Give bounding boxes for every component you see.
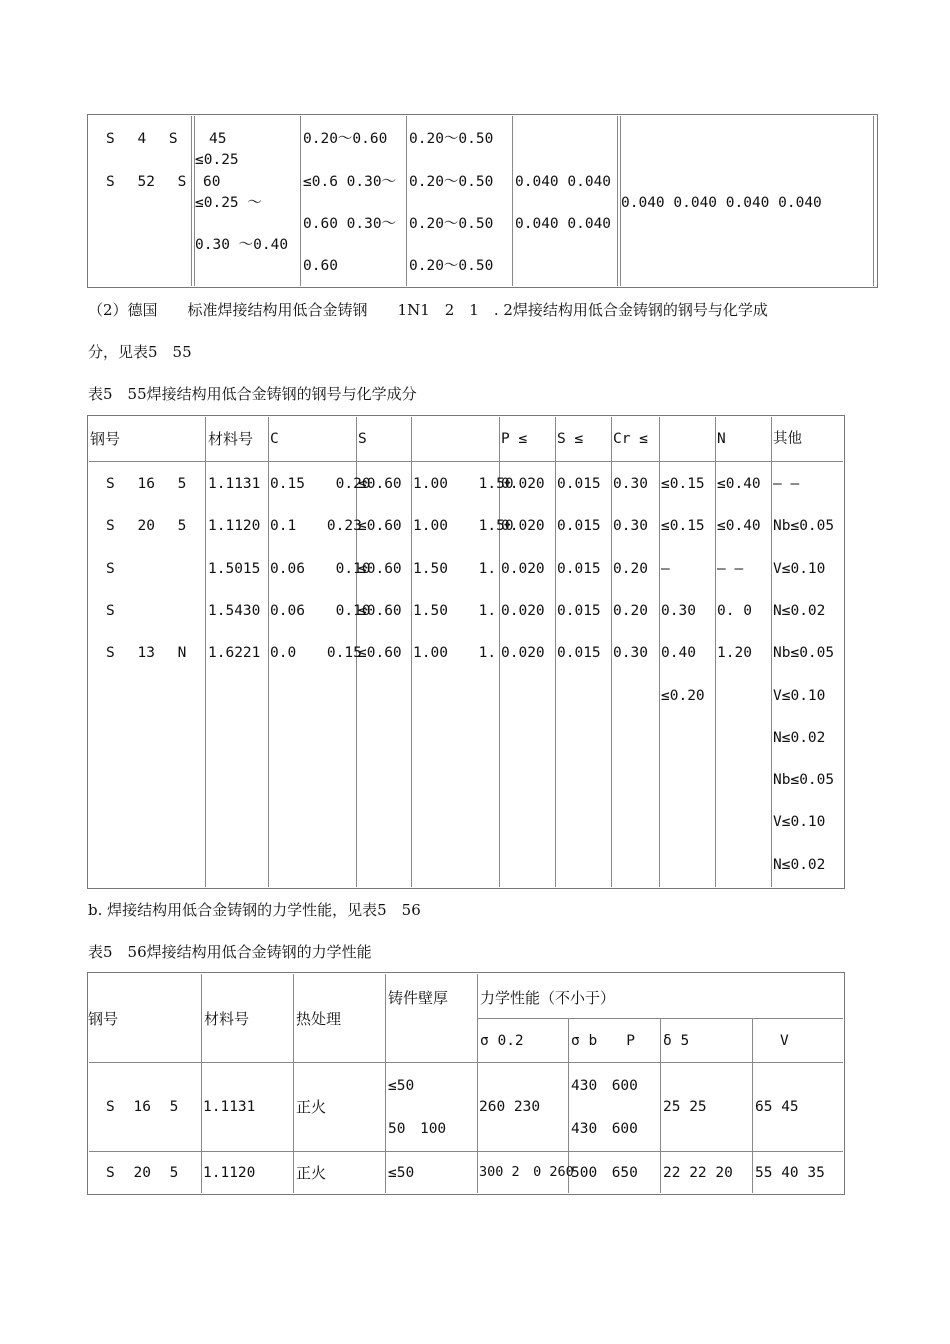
- table55-cell: ≤0.20: [661, 687, 705, 704]
- table55-cell: 1.00 1.50: [413, 476, 514, 492]
- t56-r1-sb2: 430 600: [571, 1121, 638, 1137]
- table55-cell: 0.06 0.10: [270, 560, 371, 577]
- t56-r2-material: 1.1120: [203, 1165, 256, 1181]
- table55-column-divider: [611, 417, 612, 887]
- top-col2-line3: 60: [203, 174, 221, 190]
- table55-cell: 1.5015: [208, 560, 261, 577]
- table55-header-cell: 材料号: [208, 430, 254, 448]
- t56-r1-heat: 正火: [296, 1098, 327, 1116]
- t56-r1-thick2: 50 100: [388, 1121, 447, 1137]
- table55-cell: 0. 0: [717, 602, 752, 619]
- table55-cell: —: [661, 560, 670, 577]
- top-col1-line2: S 52 S: [106, 174, 187, 190]
- top-col4-line2: 0.20～0.50: [409, 174, 494, 190]
- table55-cell: ≤0.15: [661, 518, 705, 535]
- table55-header-cell: C: [270, 431, 279, 447]
- top-col4-line4: 0.20～0.50: [409, 258, 494, 274]
- table55-cell: 0.20: [613, 602, 648, 619]
- table55-cell: 0.020: [501, 645, 545, 662]
- table55-cell: ≤0.60: [358, 602, 402, 619]
- table55-cell: 0.020: [501, 518, 545, 535]
- t56-header-thickness: 铸件壁厚: [388, 989, 449, 1007]
- table55-cell: ≤0.40: [717, 518, 761, 535]
- t56-sub-sb: σ b P: [571, 1033, 635, 1049]
- t56-sub-s02: σ 0.2: [480, 1033, 524, 1049]
- table55-column-divider: [268, 417, 269, 887]
- t56-r2-sb1: 500 650: [571, 1165, 638, 1181]
- table55-cell: 0.30: [613, 518, 648, 535]
- t56-r2-s02: 300 2 0 260: [479, 1164, 574, 1180]
- t56-r1-v: 65 45: [755, 1099, 799, 1115]
- table55-cell: S 13 N: [106, 645, 187, 662]
- table55-caption: 表5 55焊接结构用低合金铸钢的钢号与化学成分: [88, 385, 417, 403]
- table55-cell: N≤0.02: [773, 856, 826, 873]
- t56-r2-steel: S 20 5: [106, 1165, 179, 1181]
- table55-column-divider: [205, 417, 206, 887]
- top-col2-line4: ≤0.25 ～: [195, 195, 262, 211]
- table55-cell: 0.015: [557, 518, 601, 535]
- table55-cell: 0.1 0.23: [270, 518, 362, 535]
- table55-cell: 0.020: [501, 560, 545, 577]
- table55-cell: V≤0.10: [773, 814, 826, 831]
- table55-header-cell: Cr ≤: [613, 431, 648, 447]
- table55-cell: ≤0.60: [358, 476, 402, 492]
- top-col3-line4: 0.60: [303, 258, 338, 274]
- table55-header-cell: S: [358, 431, 367, 447]
- table55-cell: 1.00 1.: [413, 645, 497, 662]
- top-col3-line2: ≤0.6 0.30～: [303, 174, 397, 190]
- t56-r1-s02: 260 230: [479, 1099, 541, 1115]
- table55-cell: Nb≤0.05: [773, 518, 835, 535]
- top-col2-line5: 0.30 ～0.40: [195, 237, 289, 253]
- top-col2-line1: 45: [209, 131, 227, 147]
- table55-cell: 0.015: [557, 560, 601, 577]
- table55-cell: ≤0.60: [358, 645, 402, 662]
- table55-cell: — —: [717, 560, 744, 577]
- table55-cell: 0.020: [501, 602, 545, 619]
- t56-r2-heat: 正火: [296, 1164, 327, 1182]
- table56-caption: 表5 56焊接结构用低合金铸钢的力学性能: [88, 943, 372, 961]
- table55-cell: 0.020: [501, 476, 545, 492]
- table55-cell: ≤0.60: [358, 560, 402, 577]
- table55-column-divider: [659, 417, 660, 887]
- paragraph-b: b. 焊接结构用低合金铸钢的力学性能，见表5 56: [88, 901, 421, 919]
- top-col4-line3: 0.20～0.50: [409, 216, 494, 232]
- table55-header-cell: 钢号: [90, 430, 121, 448]
- t56-header-heat: 热处理: [296, 1010, 342, 1028]
- top-col5-line1: 0.040 0.040: [515, 174, 612, 190]
- table55-cell: — —: [773, 476, 800, 492]
- table55-cell: V≤0.10: [773, 687, 826, 704]
- table55-cell: Nb≤0.05: [773, 645, 835, 662]
- t56-r1-material: 1.1131: [203, 1099, 256, 1115]
- table55-cell: 1.6221: [208, 645, 261, 662]
- t56-r2-v: 55 40 35: [755, 1165, 825, 1181]
- table55-column-divider: [555, 417, 556, 887]
- table55-cell: 0.30: [613, 645, 648, 662]
- table55-cell: N≤0.02: [773, 729, 826, 746]
- paragraph-2-line1: （2）德国 标准焊接结构用低合金铸钢 1N1 2 1 . 2焊接结构用低合金铸钢的钢号与化学成: [88, 301, 768, 319]
- table55-cell: 0.0 0.15: [270, 645, 362, 662]
- table55-header-cell: S ≤: [557, 431, 584, 447]
- table55-cell: S: [106, 560, 115, 577]
- top-col3-line3: 0.60 0.30～: [303, 216, 397, 232]
- table55-cell: 1.00 1.50: [413, 518, 514, 535]
- table55-cell: N≤0.02: [773, 602, 826, 619]
- table55-cell: 1.1131: [208, 476, 261, 492]
- paragraph-2-line2: 分，见表5 55: [88, 343, 192, 361]
- table55-column-divider: [411, 417, 412, 887]
- table55-cell: 0.40: [661, 645, 696, 662]
- table55-cell: 0.30: [661, 602, 696, 619]
- table55-cell: 1.5430: [208, 602, 261, 619]
- t56-sub-d5: δ 5: [663, 1033, 690, 1049]
- top-col5-line2: 0.040 0.040: [515, 216, 612, 232]
- table55-cell: 1.50 1.: [413, 602, 497, 619]
- table55-cell: V≤0.10: [773, 560, 826, 577]
- table55-header-cell: P ≤: [501, 431, 528, 447]
- table55-cell: S 20 5: [106, 518, 187, 535]
- t56-header-mech: 力学性能（不小于）: [480, 989, 616, 1007]
- table55-cell: 0.30: [613, 476, 648, 492]
- t56-sub-v: V: [780, 1033, 789, 1049]
- table55-column-divider: [771, 417, 772, 887]
- t56-r1-d5: 25 25: [663, 1099, 707, 1115]
- table55-cell: Nb≤0.05: [773, 772, 835, 789]
- table55-cell: S 16 5: [106, 476, 187, 492]
- top-col3-line1: 0.20～0.60: [303, 131, 388, 147]
- t56-r2-d5: 22 22 20: [663, 1165, 733, 1181]
- table55-cell: ≤0.60: [358, 518, 402, 535]
- table55-header-cell: 其他: [773, 431, 802, 447]
- top-col2-line2: ≤0.25: [195, 152, 239, 168]
- table55-cell: 0.015: [557, 645, 601, 662]
- table55-cell: ≤0.40: [717, 476, 761, 492]
- top-col4-line1: 0.20～0.50: [409, 131, 494, 147]
- table55-cell: S: [106, 602, 115, 619]
- t56-r1-thick1: ≤50: [388, 1078, 415, 1094]
- table55-cell: 1.1120: [208, 518, 261, 535]
- table55-cell: 0.015: [557, 602, 601, 619]
- t56-r1-steel: S 16 5: [106, 1099, 179, 1115]
- table55-cell: 0.20: [613, 560, 648, 577]
- top-col1-line1: S 4 S: [106, 131, 178, 147]
- table55-cell: 1.50 1.: [413, 560, 497, 577]
- t56-header-material: 材料号: [204, 1010, 250, 1028]
- table55-column-divider: [715, 417, 716, 887]
- t56-r1-sb1: 430 600: [571, 1078, 638, 1094]
- table55-cell: 0.015: [557, 476, 601, 492]
- t56-r2-thick1: ≤50: [388, 1165, 415, 1181]
- table55-cell: 1.20: [717, 645, 752, 662]
- table55-cell: 0.15 0.20: [270, 476, 371, 492]
- table55-cell: ≤0.15: [661, 476, 705, 492]
- table55-header-cell: N: [717, 431, 726, 447]
- top-col6: 0.040 0.040 0.040 0.040: [621, 195, 822, 211]
- table55-cell: 0.06 0.10: [270, 602, 371, 619]
- t56-header-steel: 钢号: [88, 1010, 119, 1028]
